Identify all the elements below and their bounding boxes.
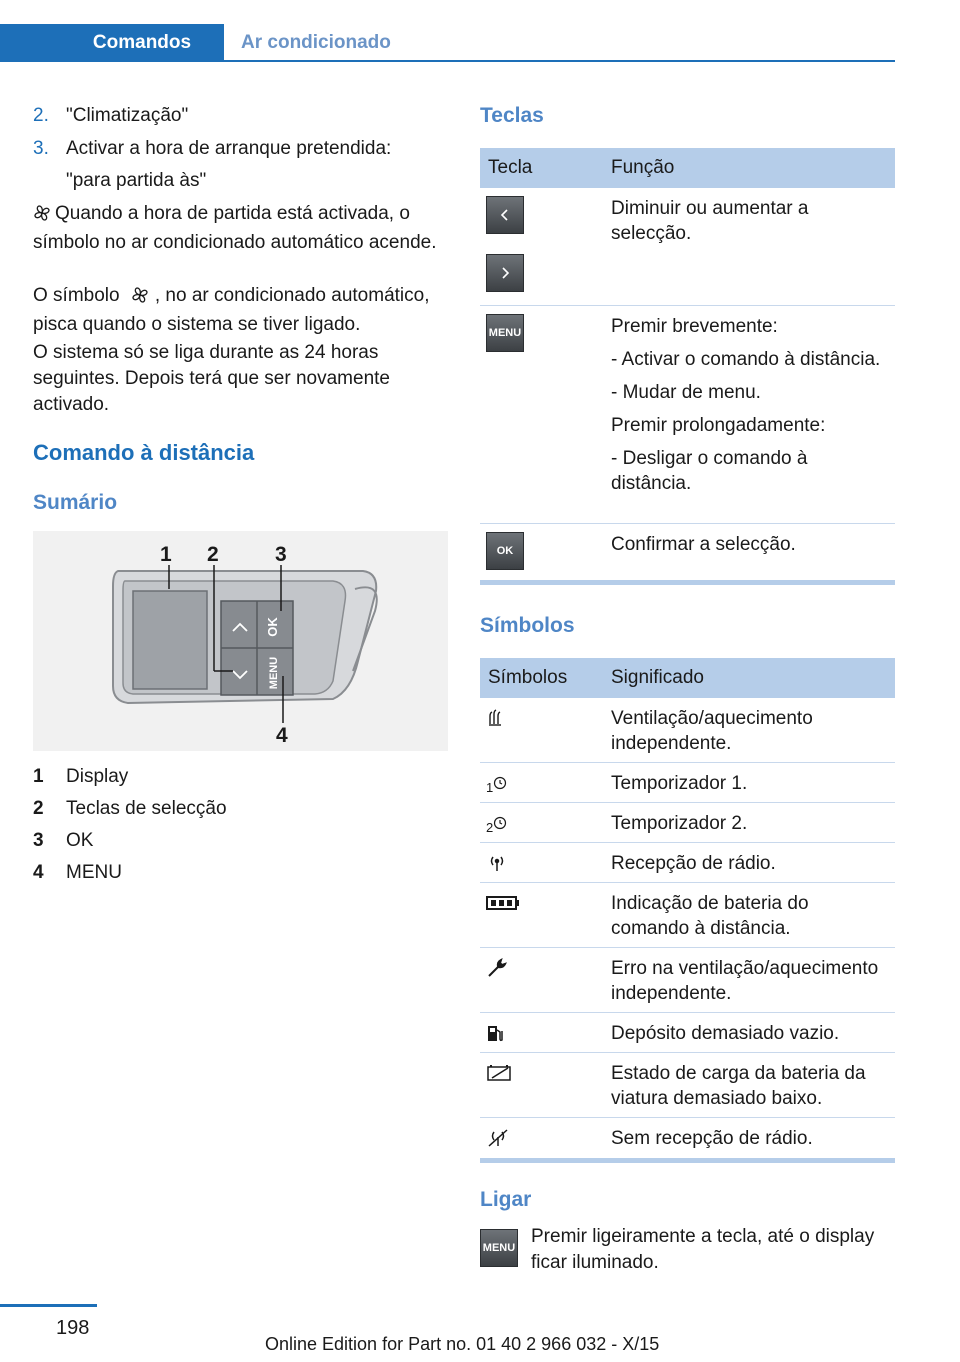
- section-title: Comando à distância: [33, 440, 255, 465]
- footer-rule: [0, 1304, 97, 1307]
- keys-table-header: [480, 148, 895, 188]
- fan-symbol-icon: [33, 204, 55, 230]
- legend-text: OK: [66, 830, 94, 851]
- table-row: [480, 883, 895, 948]
- step-text: "Climatização": [66, 105, 189, 126]
- step-text: Activar a hora de arranque pretendida:: [66, 138, 392, 159]
- callout-2: 2: [207, 543, 219, 566]
- function-text: Premir brevemente:: [611, 316, 778, 337]
- radio-reception-icon: [486, 851, 526, 875]
- paragraph-1: [33, 201, 453, 256]
- symbol-meaning: Erro na ventilação/aquecimento independente.: [611, 958, 879, 1004]
- symbol-meaning: Sem recepção de rádio.: [611, 1128, 813, 1149]
- table-row: [480, 1013, 895, 1053]
- table-row: [480, 948, 895, 1013]
- remote-control-figure: [33, 531, 448, 751]
- tab-ar-condicionado[interactable]: Ar condicionado: [241, 32, 391, 53]
- callout-3: 3: [275, 543, 287, 566]
- table-row: [480, 803, 895, 843]
- function-text: Diminuir ou aumentar a selecção.: [611, 198, 809, 244]
- function-text: - Desligar o comando à distância.: [611, 448, 808, 494]
- paragraph-2-text-a: O símbolo: [33, 285, 120, 306]
- on-title: Ligar: [480, 1188, 532, 1211]
- symbol-meaning: Estado de carga da bateria da viatura demasiado baixo.: [611, 1063, 866, 1109]
- legend-text: Display: [66, 766, 129, 787]
- edition-note: Online Edition for Part no. 01 40 2 966 032 - X/15: [265, 1334, 660, 1354]
- menu-key-icon: MENU: [486, 314, 524, 352]
- symbol-meaning: Recepção de rádio.: [611, 853, 776, 874]
- keys-table: [480, 148, 895, 585]
- step-number: 3.: [33, 138, 49, 159]
- legend-item: [33, 796, 227, 822]
- figure-ok-label: OK: [265, 617, 280, 637]
- legend-item: [33, 828, 93, 854]
- paragraph-3: O sistema só se liga durante as 24 horas seguintes. Depois terá que ser novamente activado.: [33, 342, 390, 415]
- symbols-table-header: [480, 658, 895, 698]
- symbols-title: Símbolos: [480, 614, 575, 637]
- tab-comandos[interactable]: Comandos: [0, 24, 224, 62]
- column-header: Símbolos: [488, 667, 568, 688]
- timer-1-icon: 1: [486, 771, 526, 795]
- callout-1: 1: [160, 543, 172, 566]
- symbol-meaning: Depósito demasiado vazio.: [611, 1023, 840, 1044]
- table-row: [480, 1118, 895, 1158]
- symbol-meaning: Temporizador 2.: [611, 813, 748, 834]
- paragraph-2-text-b: , no ar condicionado automático, pisca quando o sistema se tiver ligado.: [33, 285, 430, 335]
- ventilation-heating-icon: [486, 706, 526, 730]
- subsection-title: Sumário: [33, 491, 118, 514]
- function-text: Premir prolongadamente:: [611, 415, 826, 436]
- symbol-meaning: Indicação de bateria do comando à distância.: [611, 893, 809, 939]
- fuel-pump-icon: [486, 1021, 526, 1045]
- column-header: Significado: [611, 667, 704, 688]
- function-text: - Mudar de menu.: [611, 382, 761, 403]
- vehicle-battery-low-icon: [486, 1061, 526, 1085]
- legend-number: 4: [33, 862, 44, 883]
- wrench-icon: [486, 956, 526, 980]
- menu-key-icon: MENU: [480, 1229, 518, 1267]
- figure-menu-label: MENU: [268, 656, 280, 690]
- column-header: Tecla: [488, 157, 533, 178]
- page-number: 198: [56, 1317, 90, 1339]
- fan-symbol-icon: [125, 286, 155, 312]
- table-row: [480, 188, 895, 306]
- step-3-subtext: "para partida às": [66, 170, 207, 191]
- paragraph-2: [33, 283, 453, 338]
- ok-key-icon: OK: [486, 532, 524, 570]
- symbol-meaning: Ventilação/aquecimento independente.: [611, 708, 813, 754]
- legend-number: 3: [33, 830, 44, 851]
- symbols-table: [480, 658, 895, 1163]
- table-row: [480, 524, 895, 580]
- keys-title: Teclas: [480, 104, 544, 127]
- no-radio-reception-icon: [486, 1126, 526, 1150]
- table-row: [480, 698, 895, 763]
- function-text: Confirmar a selecção.: [611, 534, 796, 555]
- chevron-left-icon: [486, 196, 524, 234]
- function-text: - Activar o comando à distância.: [611, 349, 881, 370]
- column-header: Função: [611, 157, 675, 178]
- step-3: [33, 136, 453, 162]
- step-number: 2.: [33, 105, 49, 126]
- table-row: [480, 1053, 895, 1118]
- legend-item: [33, 764, 128, 790]
- table-row: [480, 306, 895, 524]
- chevron-right-icon: [486, 254, 524, 292]
- legend-text: MENU: [66, 862, 122, 883]
- callout-4: 4: [276, 724, 288, 747]
- legend-number: 1: [33, 766, 44, 787]
- symbol-meaning: Temporizador 1.: [611, 773, 748, 794]
- battery-icon: [486, 891, 526, 915]
- legend-number: 2: [33, 798, 44, 819]
- legend-item: [33, 860, 122, 886]
- timer-2-icon: 2: [486, 811, 526, 835]
- table-row: [480, 843, 895, 883]
- table-row: [480, 763, 895, 803]
- header-tabs: [0, 24, 895, 62]
- on-instruction: Premir ligeiramente a tecla, até o display ficar iluminado.: [531, 1226, 875, 1273]
- step-2: [33, 103, 453, 129]
- paragraph-1-text: Quando a hora de partida está activada, o símbolo no ar condicionado automático acende.: [33, 203, 437, 253]
- legend-text: Teclas de selecção: [66, 798, 227, 819]
